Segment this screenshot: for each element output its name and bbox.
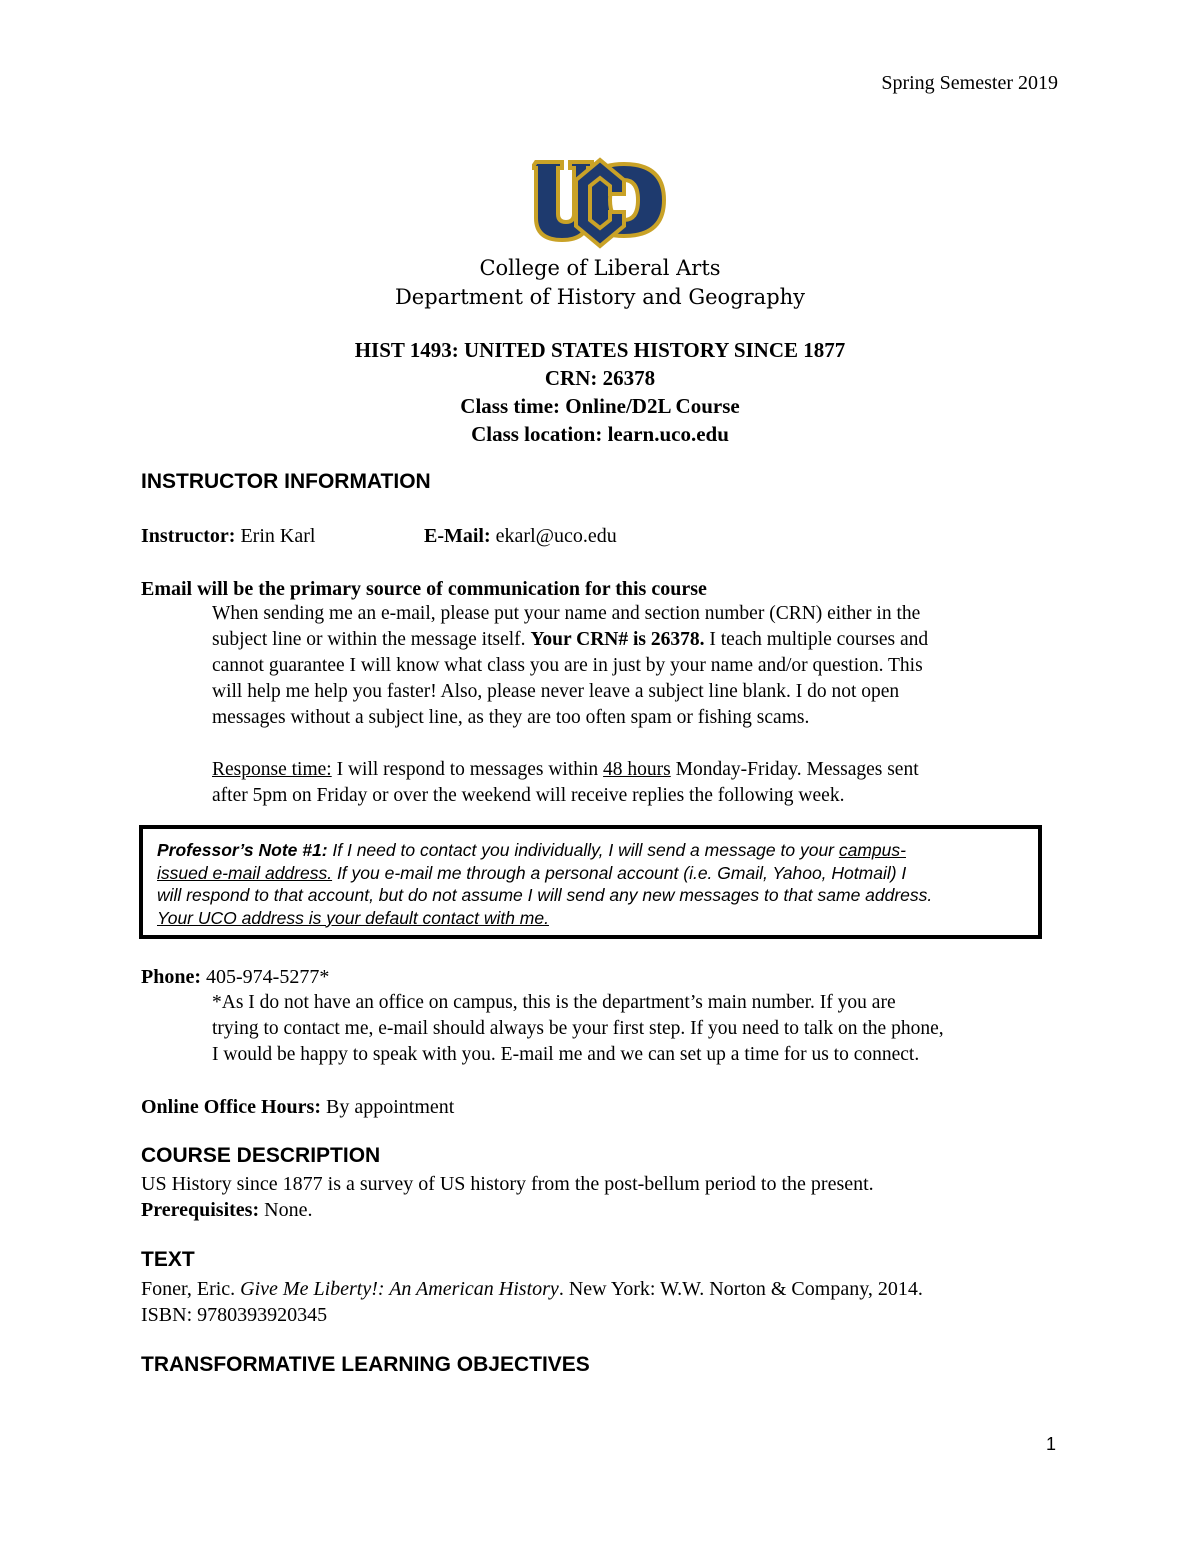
email-para-line: will help me help you faster! Also, please never leave a subject line blank. I do not open	[212, 681, 900, 702]
response-line: after 5pm on Friday or over the weekend will receive replies the following week.	[212, 785, 845, 806]
college-block	[0, 254, 1200, 312]
office-hours-line	[141, 1094, 454, 1120]
phone-para-line: *As I do not have an office on campus, this is the department’s main number. If you are	[212, 992, 896, 1013]
email-primary-note: Email will be the primary source of communication for this course	[141, 578, 707, 600]
prerequisites-line	[141, 1197, 312, 1223]
instructor-heading: INSTRUCTOR INFORMATION	[141, 470, 431, 493]
phone-label: Phone:	[141, 966, 201, 988]
phone-para-line: trying to contact me, e-mail should always be your first step. If you need to talk on the phone,	[212, 1018, 944, 1039]
phone-note	[212, 990, 1072, 1068]
textbook-title: Give Me Liberty!: An American History	[240, 1278, 559, 1300]
email-instructions	[212, 601, 1072, 731]
professor-note-box	[139, 825, 1042, 939]
course-location: Class location: learn.uco.edu	[471, 422, 729, 446]
email-para-line: cannot guarantee I will know what class you are in just by your name and/or question. This	[212, 655, 923, 676]
email-line	[424, 523, 617, 549]
office-hours-value: By appointment	[325, 1096, 455, 1118]
response-label: Response time:	[212, 759, 332, 780]
course-time: Class time: Online/D2L Course	[460, 394, 740, 418]
textbook-citation: Foner, Eric. Give Me Liberty!: An American History. New York: W.W. Norton & Company, 2014.	[141, 1278, 923, 1300]
prereq-value: None.	[264, 1199, 313, 1221]
note-line: will respond to that account, but do not assume I will send any new messages to that same address.	[157, 885, 933, 905]
page-number: 1	[1046, 1434, 1057, 1454]
textbook-isbn: ISBN: 9780393920345	[141, 1304, 328, 1326]
office-hours-label: Online Office Hours:	[141, 1096, 321, 1118]
instructor-line	[141, 523, 315, 549]
course-crn: CRN: 26378	[544, 366, 656, 390]
course-title: HIST 1493: UNITED STATES HISTORY SINCE 1877	[354, 338, 846, 362]
response-time	[212, 757, 1072, 809]
text-heading: TEXT	[141, 1248, 195, 1271]
semester-label: Spring Semester 2019	[881, 72, 1058, 94]
description-text: US History since 1877 is a survey of US history from the post-bellum period to the present.	[141, 1173, 874, 1195]
crn-highlight: Your CRN# is 26378.	[530, 629, 705, 650]
note-line: Your UCO address is your default contact with me.	[157, 907, 549, 928]
note-label: Professor’s Note #1:	[157, 840, 328, 860]
phone-para-line: I would be happy to speak with you. E-mail me and we can set up a time for us to connect.	[212, 1044, 920, 1065]
email-address[interactable]: ekarl@uco.edu	[495, 525, 617, 547]
department-name: Department of History and Geography	[394, 285, 806, 309]
note-line: Professor’s Note #1: If I need to contact you individually, I will send a message to your campus-	[157, 840, 906, 860]
email-para-line: subject line or within the message itself. Your CRN# is 26378. I teach multiple courses and	[212, 629, 929, 650]
response-hours: 48 hours	[603, 759, 671, 780]
email-para-line: When sending me an e-mail, please put your name and section number (CRN) either in the	[212, 603, 921, 624]
phone-line	[141, 964, 329, 990]
email-label: E-Mail:	[424, 525, 491, 547]
instructor-label: Instructor:	[141, 525, 236, 547]
note-line: issued e-mail address. If you e-mail me through a personal account (i.e. Gmail, Yahoo, Hotmail) I	[157, 862, 907, 883]
objectives-heading: TRANSFORMATIVE LEARNING OBJECTIVES	[141, 1353, 590, 1376]
course-info	[0, 336, 1200, 448]
uco-logo	[532, 152, 667, 260]
email-para-line: messages without a subject line, as they are too often spam or fishing scams.	[212, 707, 810, 728]
prereq-label: Prerequisites:	[141, 1199, 260, 1221]
response-line: Response time: I will respond to messages within 48 hours Monday-Friday. Messages sent	[212, 759, 919, 780]
instructor-name: Erin Karl	[240, 525, 316, 547]
description-heading: COURSE DESCRIPTION	[141, 1144, 381, 1167]
phone-number: 405-974-5277*	[206, 966, 330, 988]
college-name: College of Liberal Arts	[479, 256, 721, 280]
